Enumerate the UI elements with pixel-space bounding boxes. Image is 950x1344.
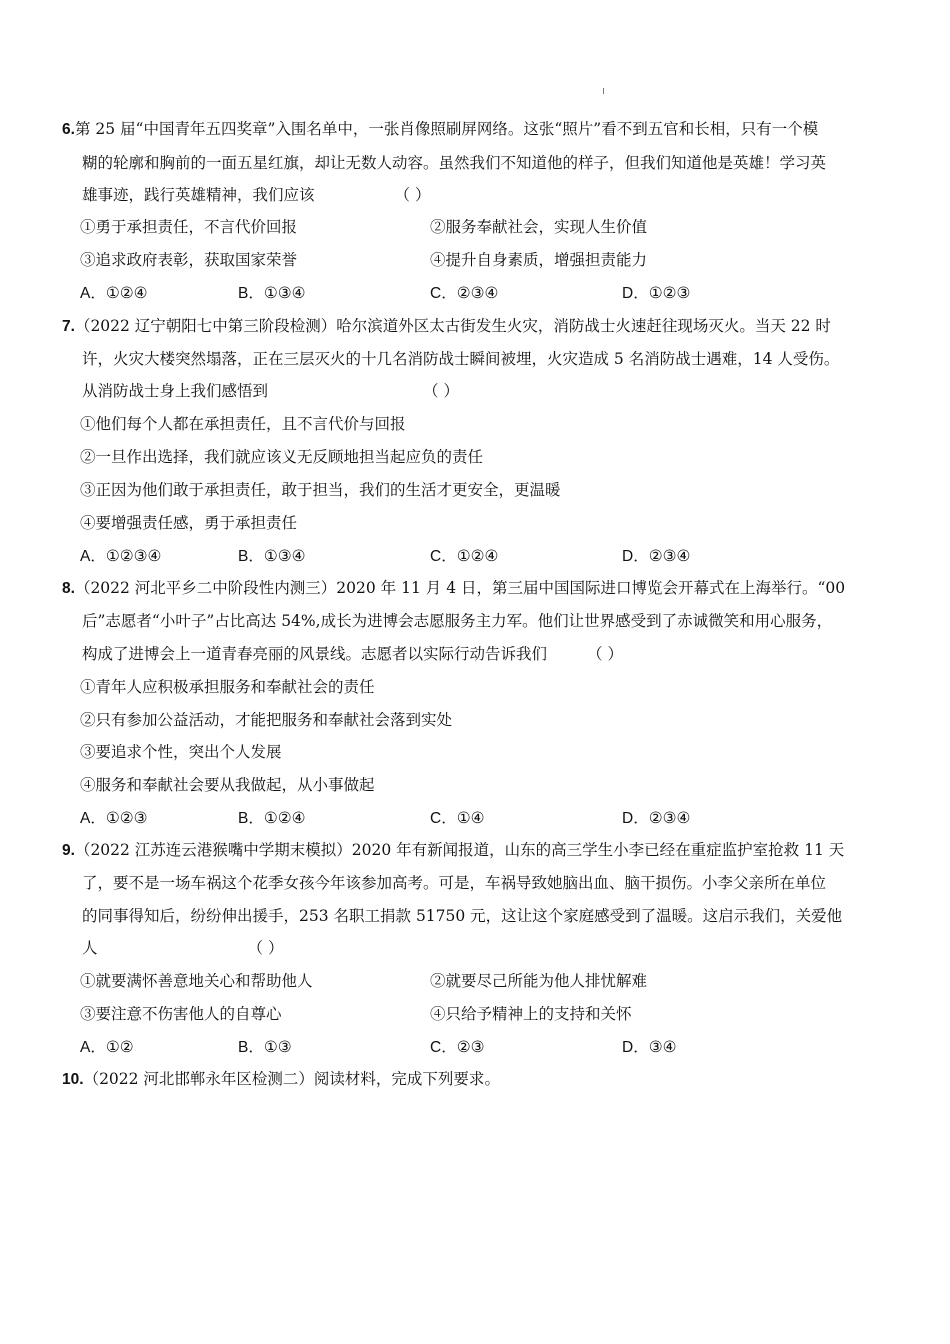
question-8-line-3: [82, 644, 623, 664]
question-number: 9.: [62, 842, 75, 859]
statement-3: ③要注意不伤害他人的自尊心: [80, 1005, 282, 1023]
choice-b: B．①③④: [238, 547, 306, 565]
choice-d: D．③④: [622, 1038, 677, 1056]
question-6-line-2: 糊的轮廓和胸前的一面五星红旗，却让无数人动容。虽然我们不知道他的样子，但我们知道他是英雄！学习英: [82, 154, 827, 172]
question-number: 6.: [62, 121, 75, 138]
choice-c: C．①②④: [430, 547, 499, 565]
page-mark: [603, 88, 604, 94]
question-10-line-1: [62, 1069, 500, 1090]
statement-1: ①青年人应积极承担服务和奉献社会的责任: [80, 678, 375, 696]
choice-c: C．②③④: [430, 284, 499, 302]
statement-4: ④只给予精神上的支持和关怀: [430, 1005, 632, 1023]
question-text: 从消防战士身上我们感悟到: [82, 382, 269, 400]
choice-a: A．①②③④: [80, 547, 162, 565]
answer-blank: （ ）: [587, 645, 623, 663]
choice-d: D．②③④: [622, 547, 691, 565]
question-text: 人: [82, 939, 98, 957]
statement-4: ④服务和奉献社会要从我做起，从小事做起: [80, 776, 375, 794]
question-9-line-3: 的同事得知后，纷纷伸出援手，253 名职工捐款 51750 元，这让这个家庭感受到了温暖。这启示我们，关爱他: [82, 907, 843, 925]
statement-2: ②就要尽己所能为他人排忧解难: [430, 972, 648, 990]
question-text: （2022 江苏连云港猴嘴中学期末模拟）2020 年有新闻报道，山东的高三学生小李已经在重症监护室抢救 11 天: [74, 841, 845, 859]
question-9-line-2: 了，要不是一场车祸这个花季女孩今年该参加高考。可是，车祸导致她脑出血、脑干损伤。小李父亲所在单位: [82, 874, 827, 892]
choice-a: A．①②: [80, 1038, 134, 1056]
statement-1: ①勇于承担责任，不言代价回报: [80, 218, 298, 236]
choice-c: C．①④: [430, 809, 485, 827]
statement-1: ①他们每个人都在承担责任，且不言代价与回报: [80, 415, 406, 433]
choice-a: A．①②③: [80, 809, 148, 827]
statement-3: ③正因为他们敢于承担责任，敢于担当，我们的生活才更安全，更温暖: [80, 481, 561, 499]
question-text: 雄事迹，践行英雄精神，我们应该: [82, 186, 315, 204]
question-7-line-1: [62, 316, 831, 337]
choice-b: B．①③: [238, 1038, 292, 1056]
question-8-line-2: 后”志愿者“小叶子”占比高达 54%,成长为进博会志愿服务主力军。他们让世界感受到了赤诚微笑和用心服务，: [82, 612, 833, 630]
question-number: 10.: [62, 1071, 84, 1088]
choice-a: A．①②④: [80, 284, 148, 302]
question-9-line-1: [62, 840, 844, 861]
question-7-line-3: [82, 381, 459, 401]
statement-1: ①就要满怀善意地关心和帮助他人: [80, 972, 313, 990]
answer-blank: （ ）: [247, 939, 284, 957]
question-text: 构成了进博会上一道青春亮丽的风景线。志愿者以实际行动告诉我们: [82, 645, 548, 663]
statement-2: ②一旦作出选择，我们就应该义无反顾地担当起应负的责任: [80, 448, 484, 466]
statement-3: ③要追求个性，突出个人发展: [80, 743, 282, 761]
question-6-line-1: [62, 119, 818, 140]
choice-c: C．②③: [430, 1038, 485, 1056]
statement-4: ④提升自身素质，增强担责能力: [430, 251, 648, 269]
choice-b: B．①③④: [238, 284, 306, 302]
statement-2: ②服务奉献社会，实现人生价值: [430, 218, 648, 236]
question-6-line-3: [82, 185, 430, 205]
statement-3: ③追求政府表彰，获取国家荣誉: [80, 251, 298, 269]
question-7-line-2: 许，火灾大楼突然塌落，正在三层灭火的十几名消防战士瞬间被埋，火灾造成 5 名消防战士遇难，14 人受伤。: [82, 350, 840, 368]
question-text: （2022 河北平乡二中阶段性内测三）2020 年 11 月 4 日，第三届中国国际进口博览会开幕式在上海举行。“00: [74, 579, 846, 597]
statement-2: ②只有参加公益活动，才能把服务和奉献社会落到实处: [80, 711, 453, 729]
choice-b: B．①②④: [238, 809, 306, 827]
question-number: 7.: [62, 318, 75, 335]
question-number: 8.: [62, 580, 75, 597]
choice-d: D．①②③: [622, 284, 691, 302]
question-text: （2022 辽宁朝阳七中第三阶段检测）哈尔滨道外区太古街发生火灾，消防战士火速赶往现场灭火。当天 22 时: [74, 317, 831, 335]
question-8-line-1: [62, 578, 845, 599]
answer-blank: （ ）: [423, 382, 459, 400]
answer-blank: （ ）: [394, 186, 431, 204]
statement-4: ④要增强责任感，勇于承担责任: [80, 514, 298, 532]
question-text: 第 25 届“中国青年五四奖章”入围名单中，一张肖像照刷屏网络。这张“照片”看不到五官和长相，只有一个模: [74, 120, 819, 138]
question-text: （2022 河北邯郸永年区检测二）阅读材料，完成下列要求。: [83, 1070, 500, 1088]
choice-d: D．②③④: [622, 809, 691, 827]
question-9-line-4: [82, 938, 283, 958]
